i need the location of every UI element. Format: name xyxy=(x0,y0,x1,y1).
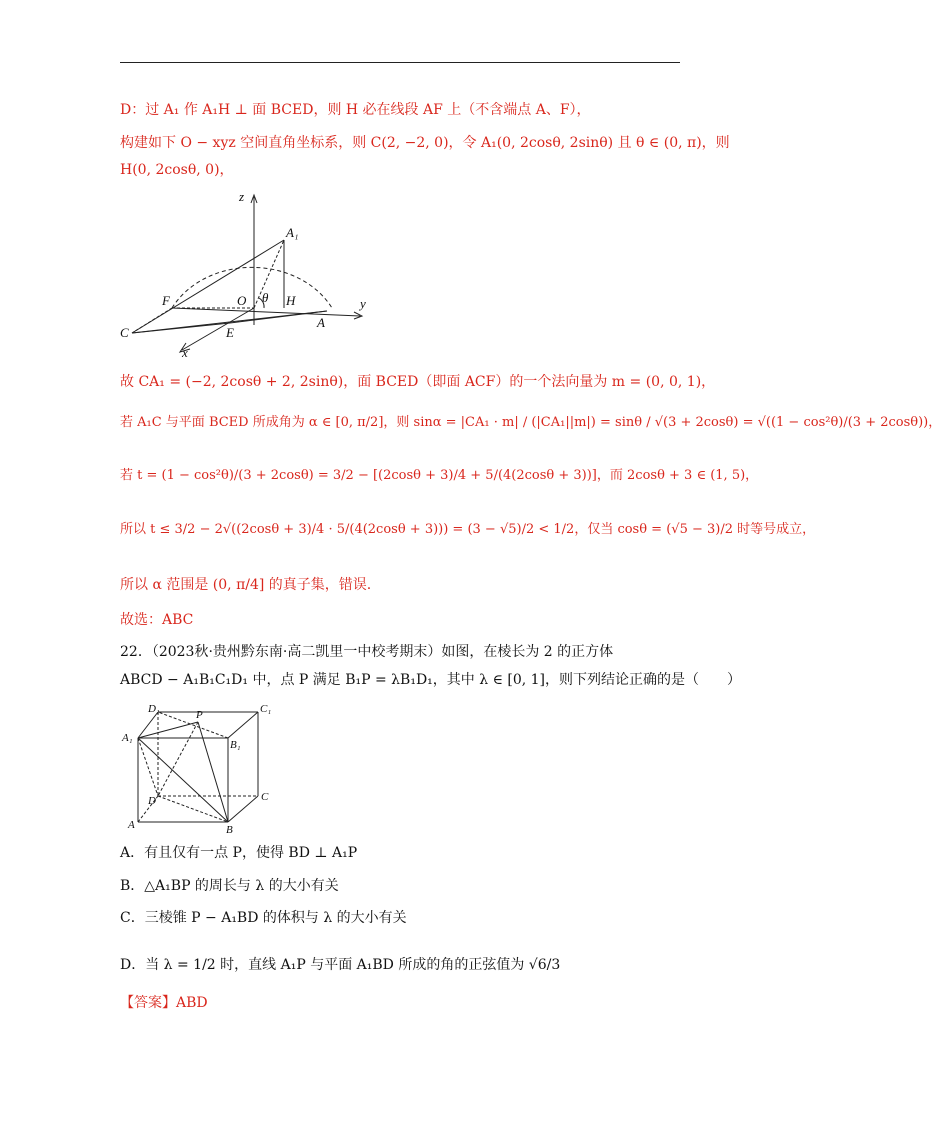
cube-label-B1: B₁ xyxy=(230,739,241,751)
cube-label-C: C xyxy=(261,791,269,803)
header-rule xyxy=(120,62,680,63)
label-O: O xyxy=(237,293,247,308)
option-b: B．△A₁BP 的周长与 λ 的大小有关 xyxy=(120,878,339,894)
label-x: x xyxy=(182,345,188,360)
cube-label-D: D xyxy=(148,795,156,807)
label-F: F xyxy=(162,293,170,308)
cube-figure xyxy=(118,700,278,840)
coordinate-figure xyxy=(112,185,372,360)
label-y: y xyxy=(360,296,366,311)
answer-line: 【答案】ABD xyxy=(120,995,208,1011)
label-A: A xyxy=(317,315,325,330)
cube-label-A: A xyxy=(128,819,135,831)
label-E: E xyxy=(226,325,234,340)
label-C: C xyxy=(120,325,129,340)
cube-label-P: P xyxy=(196,709,203,721)
label-z: z xyxy=(239,189,245,204)
solution-line-4: 故 CA₁ = (−2, 2cosθ + 2, 2sinθ)，面 BCED（即面 ACF）的一个法向量为 m = (0, 0, 1)， xyxy=(120,374,716,390)
question-22-stem-1: 22．（2023秋·贵州黔东南·高二凯里一中校考期末）如图，在棱长为 2 的正方体 xyxy=(120,644,614,660)
solution-line-1: D：过 A₁ 作 A₁H ⊥ 面 BCED，则 H 必在线段 AF 上（不含端点 A、F）， xyxy=(120,102,591,118)
option-d: D．当 λ = 1/2 时，直线 A₁P 与平面 A₁BD 所成的角的正弦值为 √6/3 xyxy=(120,957,561,973)
cube-label-D1: D₁ xyxy=(148,703,160,715)
cube-label-C1: C₁ xyxy=(260,703,272,715)
solution-line-3: H(0, 2cosθ, 0)， xyxy=(120,162,234,178)
solution-conclusion: 故选：ABC xyxy=(120,612,194,628)
solution-line-5: 若 A₁C 与平面 BCED 所成角为 α ∈ [0, π/2]，则 sinα = |CA₁ · m| / (|CA₁||m|) = sinθ / √(3 + 2cosθ) = √((1 − cos²θ)/(3 + 2cosθ))， xyxy=(120,415,941,430)
option-c: C．三棱锥 P − A₁BD 的体积与 λ 的大小有关 xyxy=(120,910,407,926)
solution-line-8: 所以 α 范围是 (0, π/4] 的真子集，错误. xyxy=(120,577,372,593)
cube-label-B: B xyxy=(226,824,233,836)
solution-line-7: 所以 t ≤ 3/2 − 2√((2cosθ + 3)/4 · 5/(4(2cosθ + 3))) = (3 − √5)/2 < 1/2，仅当 cosθ = (√5 − 3)/2 时等号成立， xyxy=(120,522,816,537)
solution-line-2: 构建如下 O − xyz 空间直角坐标系，则 C(2, −2, 0)，令 A₁(0, 2cosθ, 2sinθ) 且 θ ∈ (0, π)，则 xyxy=(120,135,730,151)
cube-label-A1: A₁ xyxy=(122,732,133,744)
label-H: H xyxy=(286,293,296,308)
option-a: A．有且仅有一点 P，使得 BD ⊥ A₁P xyxy=(120,845,358,861)
solution-line-6: 若 t = (1 − cos²θ)/(3 + 2cosθ) = 3/2 − [(2cosθ + 3)/4 + 5/(4(2cosθ + 3))]，而 2cosθ + 3 ∈ (1, 5)， xyxy=(120,468,759,483)
label-A1: A₁ xyxy=(286,225,299,240)
label-theta: θ xyxy=(262,290,269,305)
question-22-stem-2: ABCD − A₁B₁C₁D₁ 中，点 P 满足 B₁P = λB₁D₁，其中 λ ∈ [0, 1]，则下列结论正确的是（ ） xyxy=(120,672,742,688)
